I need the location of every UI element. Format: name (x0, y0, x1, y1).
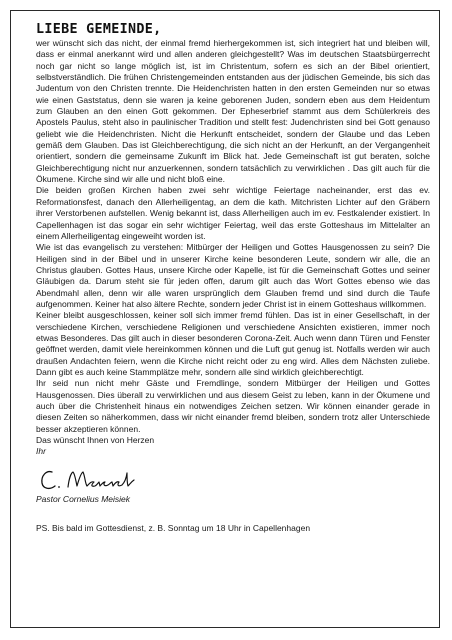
paragraph-1: wer wünscht sich das nicht, der einmal fremd hierhergekommen ist, sich integriert hat und bleiben will, dass er einmal anerkannt wird und allen anderen gleichgestellt? Was im deutschen Staatsbürgerrecht noch gar nicht so lange möglich ist, ist im Christentum, sofern es sich an der Bibel orientiert, selbstverständlich. Die frühen Christengemeinden entstanden aus der jüdischen Gemeinde, bis sich das Judentum von den Christen trennte. Die Heidenchristen hatten in den ersten Gemeinden nur so etwas wie einen Gaststatus, denn sie waren ja keine geborenen Juden, sondern eben aus dem Heidentum zum Glauben an den einen Gott gekommen. Der Epheserbrief stammt aus dem Schülerkreis des Apostels Paulus, steht also in paulinischer Tradition und stellt fest: Judenchristen sind bei Gott genauso geliebt wie die Heidenchristen. Nicht die Herkunft entscheidet, sondern der Glaube und das Leben gemäß dem Glauben. Das ist Gleichberechtigung, die sich nicht an der Herkunft, an der Vergangenheit orientiert, sondern die gemeinsame Zukunft im Blick hat. Jede Gemeinschaft ist gut beraten, solche Gleichberechtigung nicht nur anzuerkennen, sondern tatsächlich zu verwirklichen . Das gilt auch für die Ökumene. Kirche sind wir alle und nicht bloß eine. (36, 38, 430, 185)
letter-page (10, 10, 440, 628)
pastor-name: Pastor Cornelius Meisiek (36, 493, 131, 504)
paragraph-4: Keiner bleibt ausgeschlossen, keiner soll sich immer fremd fühlen. Das ist in einer Gesellschaft, in der verschiedene Kirchen, verschiedene Religionen und verschiedene Ansichten existieren, immer noch etwas Besonderes. Das gilt auch in dieser besonderen Corona-Zeit. Auch wenn dann Türen und Fenster geöffnet werden, damit viele hereinkommen können und die Luft gut genug ist. Notfalls werden wir auch draußen Andachten feiern, wenn die Kirche nicht reicht oder zu eng wird. Alles dem Nächsten zuliebe. Dann gibt es auch keine Stammplätze mehr, sondern alle sind wirklich gleichberechtigt. (36, 310, 430, 377)
closing-ihr: Ihr (36, 446, 46, 457)
paragraph-3: Wie ist das evangelisch zu verstehen: Mitbürger der Heiligen und Gottes Hausgenossen zu sein? Die Heiligen sind in der Bibel und in unserer Kirche keine besonderen Leute, sondern wir alle, die an Christus glauben. Gottes Haus, unsere Kirche oder Kapelle, ist für die Gemeinschaft Gottes und seiner Gläubigen da. Darum steht sie für jeden offen, darum gilt auch das Wort Gottes ebenso wie das Abendmahl allen, denn wir alle waren ursprünglich dem Glauben fremd und sind durch die Taufe aufgenommen. Keiner hat also ältere Rechte, sondern jeder Christ ist in einem Gotteshaus willkommen. (36, 242, 430, 309)
paragraph-2: Die beiden großen Kirchen haben zwei sehr wichtige Feiertage nacheinander, erst das ev. Reformationsfest, danach den Allerheiligentag, an dem die kath. Mitchristen Lichter auf den Gräbern ihrer Verstorbenen aufstellen. Wenig bekannt ist, dass Allerheiligen auch im ev. Festkalender existiert. In Capellenhagen ist das sogar ein sehr wichtiger Feiertag, weil das erste Gotteshaus im Mittelalter an einem Allerheiligentag eingeweiht worden ist. (36, 185, 430, 241)
paragraph-5: Ihr seid nun nicht mehr Gäste und Fremdlinge, sondern Mitbürger der Heiligen und Gottes Hausgenossen. Dies überall zu verwirklichen und aus diesem Geist zu leben, kann in der Ökumene und auch über die Christenheit hinaus ein notwendiges Zeichen setzen. Wir können einander gerade in diesen Zeiten so näherkommen, dass wir nicht einander fremd bleiben, sondern trotz aller Unterschiede besser akzeptieren können. (36, 378, 430, 434)
handwritten-signature (38, 464, 168, 494)
letter-title: LIEBE GEMEINDE, (36, 22, 162, 37)
postscript: PS. Bis bald im Gottesdienst, z. B. Sonntag um 18 Uhr in Capellenhagen (36, 523, 311, 534)
closing-line: Das wünscht Ihnen von Herzen (36, 435, 155, 446)
